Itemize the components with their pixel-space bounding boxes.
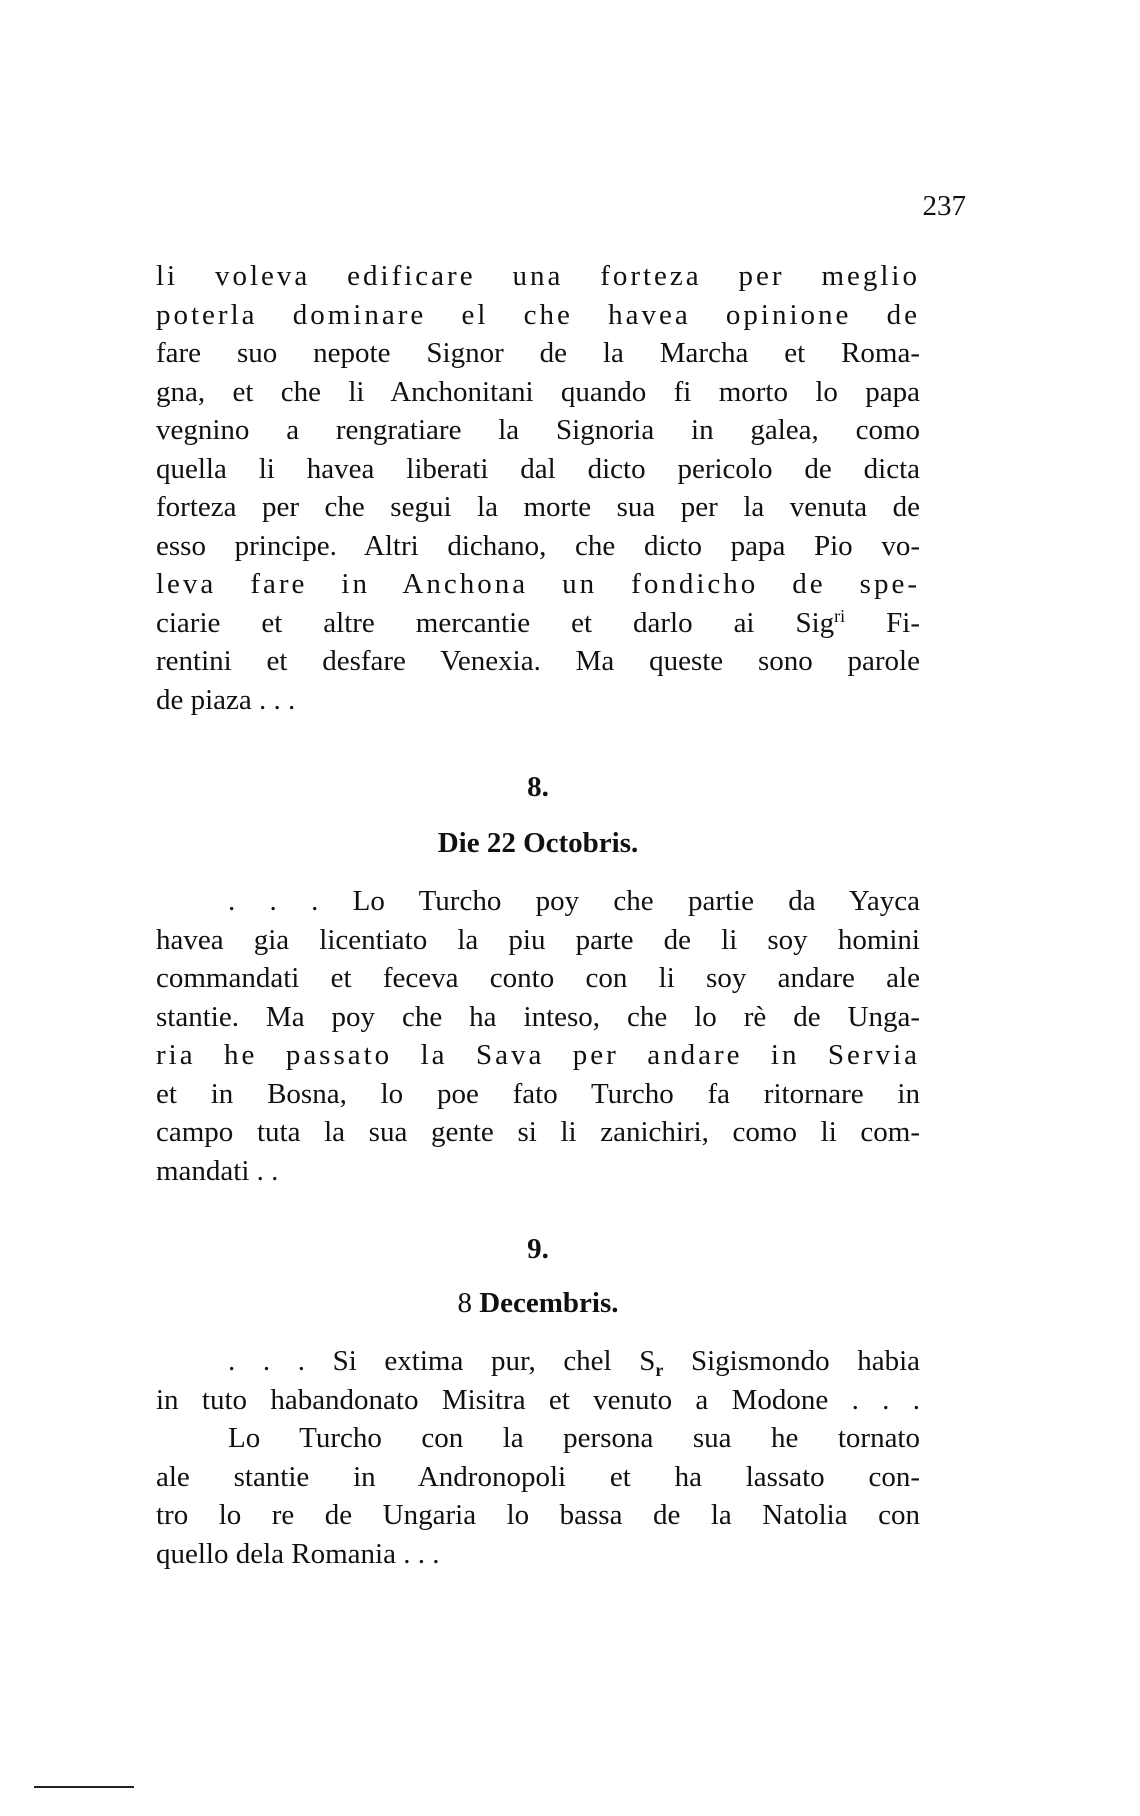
section-8-text (156, 882, 920, 1190)
text-line: commandati et feceva conto con li soy andare ale (156, 962, 920, 994)
text-line: ale stantie in Andronopoli et ha lassato con- (156, 1460, 920, 1493)
text-line: in tuto habandonato Misitra et venuto a Modone . . . (156, 1383, 920, 1416)
text-segment: ciarie et altre mercantie et darlo ai Sig (156, 606, 835, 639)
text-line: vegnino a rengratiare la Signoria in galea, como (156, 414, 920, 446)
subscript: r (655, 1360, 664, 1380)
text-line: havea gia licentiato la piu parte de li soy homini (156, 923, 920, 956)
text-line-with-subscript (156, 1342, 920, 1381)
text-line-with-superscript (156, 604, 920, 643)
text-line: poterla dominare el che havea opinione de (156, 298, 920, 331)
text-line: fare suo nepote Signor de la Marcha et Roma- (156, 337, 920, 369)
text-line: Lo Turcho con la persona sua he tornato (228, 1422, 920, 1454)
page-edge-rule (34, 1786, 134, 1788)
section-date (156, 1286, 920, 1320)
text-segment: Sigismondo habia (663, 1345, 921, 1377)
text-line: gna, et che li Anchonitani quando fi morto lo papa (156, 375, 920, 408)
text-line: quello dela Romania . . . (156, 1537, 440, 1570)
text-segment: Fi- (845, 606, 920, 639)
superscript: ri (834, 605, 846, 626)
text-line: esso principe. Altri dichano, che dicto papa Pio vo- (156, 529, 920, 562)
section-number: 9. (527, 1233, 549, 1265)
text-line: mandati . . (156, 1154, 279, 1187)
date-month: Decembris. (479, 1287, 619, 1319)
text-segment: . . . Si extima pur, chel S (228, 1345, 656, 1377)
section-9-text (156, 1342, 920, 1573)
date-day: 8 (457, 1287, 472, 1319)
text-line: et in Bosna, lo poe fato Turcho fa ritornare in (156, 1077, 920, 1110)
text-line: campo tuta la sua gente si li zanichiri, como li com- (156, 1116, 920, 1148)
text-line: leva fare in Anchona un fondicho de spe- (156, 568, 920, 600)
page-number: 237 (922, 190, 966, 222)
text-line: forteza per che segui la morte sua per la venuta de (156, 491, 920, 523)
section-number: 8. (527, 771, 549, 803)
text-line: . . . Lo Turcho poy che partie da Yayca (228, 885, 920, 917)
text-line: tro lo re de Ungaria lo bassa de la Natolia con (156, 1499, 920, 1531)
text-line: quella li havea liberati dal dicto pericolo de dicta (156, 452, 920, 485)
text-line: de piaza . . . (156, 683, 296, 716)
section-date: Die 22 Octobris. (437, 827, 639, 859)
paragraph-continuation (156, 257, 920, 719)
text-line: li voleva edificare una forteza per meglio (156, 260, 920, 292)
text-line: stantie. Ma poy che ha inteso, che lo rè de Unga- (156, 1000, 920, 1033)
text-line: ria he passato la Sava per andare in Servia (156, 1039, 920, 1071)
text-line: rentini et desfare Venexia. Ma queste sono parole (156, 645, 920, 677)
